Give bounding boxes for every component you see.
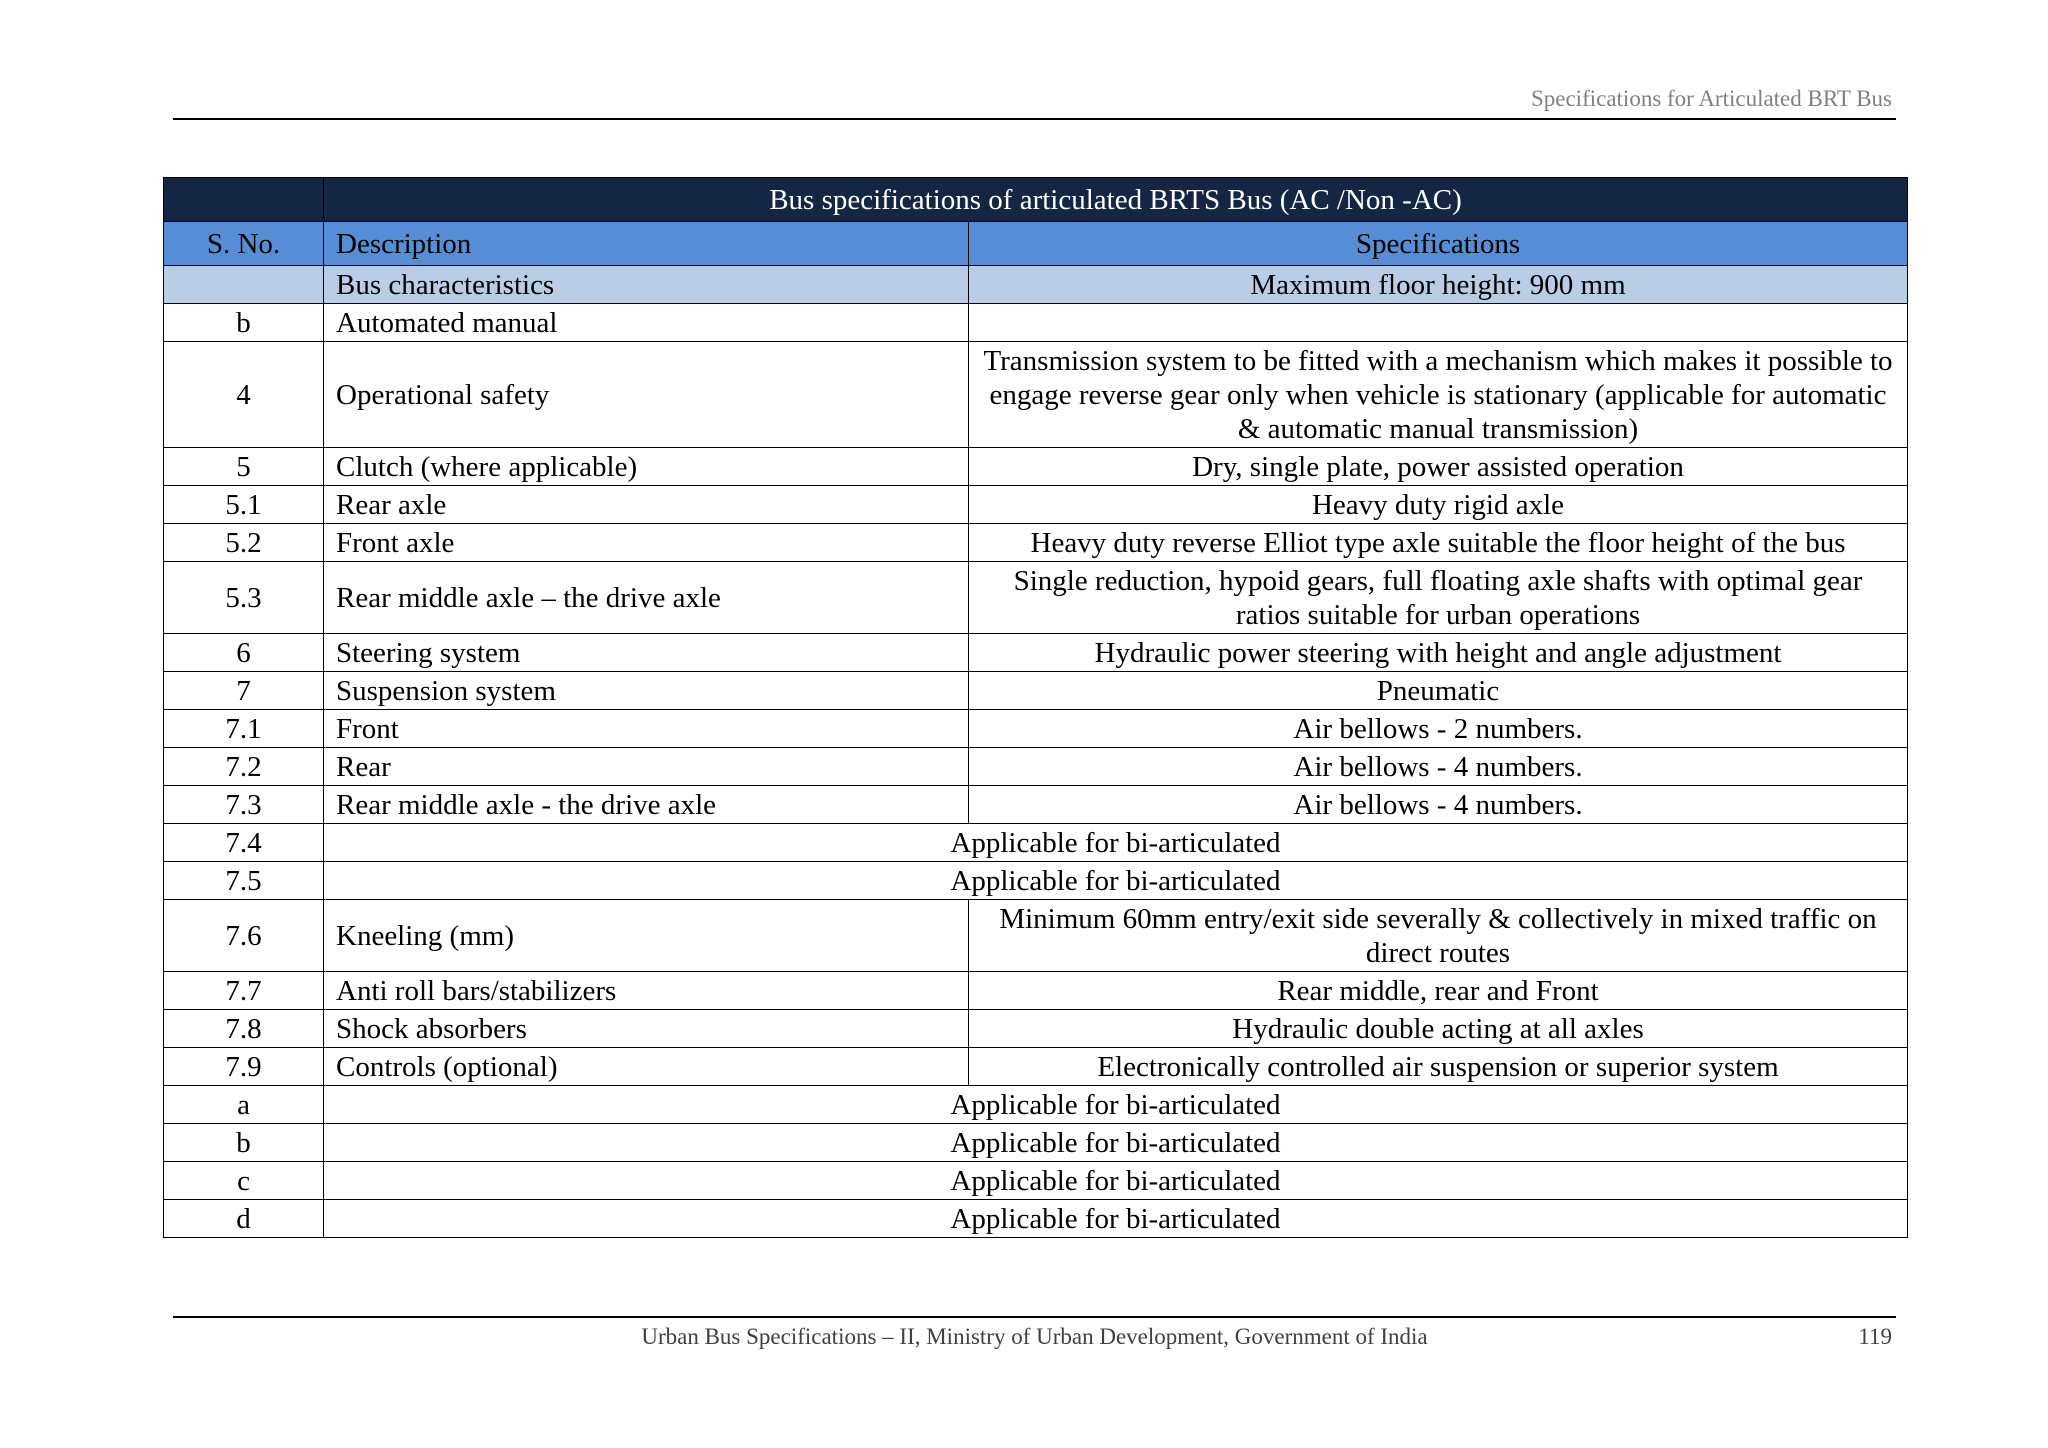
row-sno: 5.3 (164, 562, 324, 634)
row-merged-note: Applicable for bi-articulated (324, 1124, 1908, 1162)
row-merged-note: Applicable for bi-articulated (324, 862, 1908, 900)
row-merged-note: Applicable for bi-articulated (324, 1162, 1908, 1200)
row-sno: c (164, 1162, 324, 1200)
row-specification: Minimum 60mm entry/exit side severally & collectively in mixed traffic on direct routes (969, 900, 1908, 972)
row-description: Shock absorbers (324, 1010, 969, 1048)
row-description: Steering system (324, 634, 969, 672)
table-row (164, 1124, 1908, 1162)
table-row (164, 486, 1908, 524)
row-sno: 7.4 (164, 824, 324, 862)
row-sno: 5 (164, 448, 324, 486)
row-sno: 7.6 (164, 900, 324, 972)
column-header-row (164, 222, 1908, 266)
row-merged-note: Applicable for bi-articulated (324, 1086, 1908, 1124)
row-description: Front axle (324, 524, 969, 562)
table-title-row (164, 178, 1908, 222)
row-sno: 7.2 (164, 748, 324, 786)
page-number: 119 (1858, 1324, 1892, 1349)
row-sno: 6 (164, 634, 324, 672)
table-row (164, 1048, 1908, 1086)
section-row (164, 266, 1908, 304)
section-sno (164, 266, 324, 304)
header-title: Specifications for Articulated BRT Bus (1530, 86, 1892, 111)
row-specification: Air bellows - 4 numbers. (969, 748, 1908, 786)
table-row (164, 634, 1908, 672)
row-specification: Dry, single plate, power assisted operation (969, 448, 1908, 486)
footer-text: Urban Bus Specifications – II, Ministry of Urban Development, Government of India (641, 1324, 1428, 1349)
row-description: Operational safety (324, 342, 969, 448)
row-sno: d (164, 1200, 324, 1238)
table-row (164, 824, 1908, 862)
row-specification: Electronically controlled air suspension or superior system (969, 1048, 1908, 1086)
table-row (164, 672, 1908, 710)
row-sno: 5.2 (164, 524, 324, 562)
table-row (164, 1162, 1908, 1200)
row-sno: b (164, 304, 324, 342)
row-description: Rear middle axle - the drive axle (324, 786, 969, 824)
row-description: Anti roll bars/stabilizers (324, 972, 969, 1010)
row-sno: 5.1 (164, 486, 324, 524)
row-description: Automated manual (324, 304, 969, 342)
row-description: Controls (optional) (324, 1048, 969, 1086)
table-row (164, 972, 1908, 1010)
row-description: Rear middle axle – the drive axle (324, 562, 969, 634)
row-merged-note: Applicable for bi-articulated (324, 1200, 1908, 1238)
row-specification: Heavy duty reverse Elliot type axle suitable the floor height of the bus (969, 524, 1908, 562)
row-specification (969, 304, 1908, 342)
column-header-sno: S. No. (164, 222, 324, 266)
page-footer (173, 1316, 1896, 1358)
column-header-specifications: Specifications (969, 222, 1908, 266)
table-title: Bus specifications of articulated BRTS Bus (AC /Non -AC) (324, 178, 1908, 222)
row-description: Suspension system (324, 672, 969, 710)
row-sno: 7.3 (164, 786, 324, 824)
table-row (164, 900, 1908, 972)
spec-table (163, 177, 1908, 1238)
table-row (164, 524, 1908, 562)
row-sno: 7.5 (164, 862, 324, 900)
row-specification: Air bellows - 2 numbers. (969, 710, 1908, 748)
row-description: Rear axle (324, 486, 969, 524)
table-row (164, 748, 1908, 786)
table-row (164, 710, 1908, 748)
row-sno: 7.1 (164, 710, 324, 748)
row-sno: 7.7 (164, 972, 324, 1010)
table-row (164, 786, 1908, 824)
row-description: Rear (324, 748, 969, 786)
row-specification: Hydraulic double acting at all axles (969, 1010, 1908, 1048)
table-row (164, 1010, 1908, 1048)
table-row (164, 562, 1908, 634)
row-specification: Single reduction, hypoid gears, full floating axle shafts with optimal gear ratios suitable for urban operations (969, 562, 1908, 634)
row-sno: b (164, 1124, 324, 1162)
table-row (164, 304, 1908, 342)
section-description: Bus characteristics (324, 266, 969, 304)
row-sno: 7.9 (164, 1048, 324, 1086)
row-specification: Transmission system to be fitted with a mechanism which makes it possible to engage reverse gear only when vehicle is stationary (applicable for automatic & automatic manual transmission) (969, 342, 1908, 448)
column-header-description: Description (324, 222, 969, 266)
row-description: Front (324, 710, 969, 748)
table-row (164, 1086, 1908, 1124)
title-empty-cell (164, 178, 324, 222)
row-sno: a (164, 1086, 324, 1124)
table-row (164, 342, 1908, 448)
row-description: Clutch (where applicable) (324, 448, 969, 486)
table-row (164, 862, 1908, 900)
row-description: Kneeling (mm) (324, 900, 969, 972)
row-specification: Pneumatic (969, 672, 1908, 710)
row-sno: 4 (164, 342, 324, 448)
row-specification: Air bellows - 4 numbers. (969, 786, 1908, 824)
table-row (164, 1200, 1908, 1238)
row-sno: 7.8 (164, 1010, 324, 1048)
row-specification: Heavy duty rigid axle (969, 486, 1908, 524)
row-specification: Hydraulic power steering with height and angle adjustment (969, 634, 1908, 672)
section-specification: Maximum floor height: 900 mm (969, 266, 1908, 304)
table-row (164, 448, 1908, 486)
row-sno: 7 (164, 672, 324, 710)
row-merged-note: Applicable for bi-articulated (324, 824, 1908, 862)
row-specification: Rear middle, rear and Front (969, 972, 1908, 1010)
page-header (173, 82, 1896, 120)
